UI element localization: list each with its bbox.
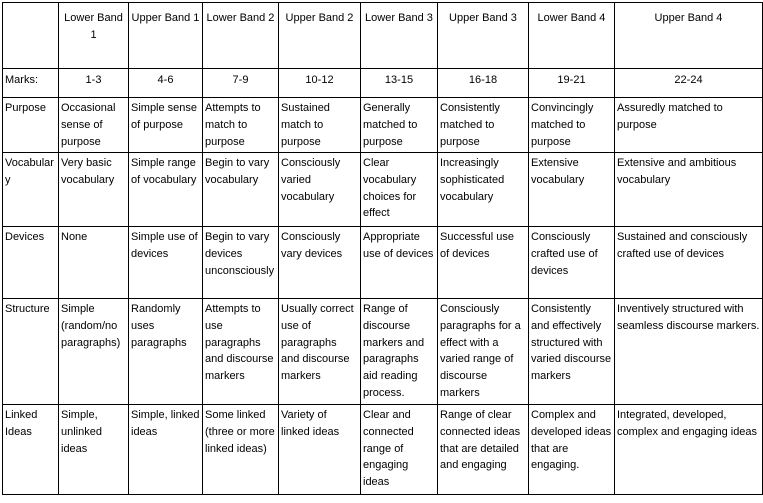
criteria-cell: Integrated, developed, complex and engaging ideas <box>615 405 763 495</box>
marks-value: 13-15 <box>361 69 438 98</box>
criteria-cell: Sustained and consciously crafted use of devices <box>615 227 763 299</box>
band-header-row <box>3 3 763 69</box>
marks-value: 4-6 <box>129 69 203 98</box>
band-header-lower-1: Lower Band 1 <box>59 3 129 69</box>
marking-rubric-table <box>2 2 763 495</box>
band-header-lower-4: Lower Band 4 <box>529 3 615 69</box>
criteria-cell: Randomly uses paragraphs <box>129 299 203 405</box>
band-header-lower-3: Lower Band 3 <box>361 3 438 69</box>
criteria-cell: Generally matched to purpose <box>361 98 438 153</box>
criteria-cell: Extensive and ambitious vocabulary <box>615 153 763 227</box>
criteria-cell: Consciously vary devices <box>279 227 361 299</box>
marks-value: 16-18 <box>438 69 529 98</box>
marks-value: 7-9 <box>203 69 279 98</box>
criteria-cell: Appropriate use of devices <box>361 227 438 299</box>
band-header-upper-1: Upper Band 1 <box>129 3 203 69</box>
criteria-cell: Consciously paragraphs for a effect with a varied range of discourse markers <box>438 299 529 405</box>
criteria-cell: Variety of linked ideas <box>279 405 361 495</box>
marks-value: 22-24 <box>615 69 763 98</box>
criteria-cell: Begin to vary devices unconsciously <box>203 227 279 299</box>
criteria-cell: Simple range of vocabulary <box>129 153 203 227</box>
criteria-cell: Consciously crafted use of devices <box>529 227 615 299</box>
criteria-cell: Assuredly matched to purpose <box>615 98 763 153</box>
criteria-cell: Consciously varied vocabulary <box>279 153 361 227</box>
band-header-upper-3: Upper Band 3 <box>438 3 529 69</box>
criteria-cell: Simple sense of purpose <box>129 98 203 153</box>
marks-value: 1-3 <box>59 69 129 98</box>
criteria-cell: Simple use of devices <box>129 227 203 299</box>
criteria-cell: Complex and developed ideas that are engaging. <box>529 405 615 495</box>
criteria-cell: Extensive vocabulary <box>529 153 615 227</box>
band-header-upper-2: Upper Band 2 <box>279 3 361 69</box>
criteria-cell: Some linked (three or more linked ideas) <box>203 405 279 495</box>
criteria-cell: Range of clear connected ideas that are detailed and engaging <box>438 405 529 495</box>
marks-label: Marks: <box>3 69 59 98</box>
criteria-cell: Occasional sense of purpose <box>59 98 129 153</box>
criteria-cell: Inventively structured with seamless discourse markers. <box>615 299 763 405</box>
criteria-cell: Simple, linked ideas <box>129 405 203 495</box>
band-header-lower-2: Lower Band 2 <box>203 3 279 69</box>
band-header-upper-4: Upper Band 4 <box>615 3 763 69</box>
criteria-cell: Attempts to use paragraphs and discourse markers <box>203 299 279 405</box>
criteria-row-linked-ideas <box>3 405 763 495</box>
criteria-label: Vocabulary <box>3 153 59 227</box>
criteria-cell: Usually correct use of paragraphs and discourse markers <box>279 299 361 405</box>
criteria-label: Purpose <box>3 98 59 153</box>
criteria-row-devices <box>3 227 763 299</box>
criteria-row-structure <box>3 299 763 405</box>
corner-cell <box>3 3 59 69</box>
criteria-cell: Simple (random/no paragraphs) <box>59 299 129 405</box>
marks-value: 19-21 <box>529 69 615 98</box>
criteria-cell: Begin to vary vocabulary <box>203 153 279 227</box>
criteria-cell: Very basic vocabulary <box>59 153 129 227</box>
criteria-cell: Clear vocabulary choices for effect <box>361 153 438 227</box>
criteria-cell: Successful use of devices <box>438 227 529 299</box>
criteria-label: Devices <box>3 227 59 299</box>
criteria-label: Structure <box>3 299 59 405</box>
criteria-cell: Simple, unlinked ideas <box>59 405 129 495</box>
criteria-cell: Sustained match to purpose <box>279 98 361 153</box>
criteria-row-purpose <box>3 98 763 153</box>
criteria-row-vocabulary <box>3 153 763 227</box>
criteria-cell: None <box>59 227 129 299</box>
criteria-cell: Clear and connected range of engaging ideas <box>361 405 438 495</box>
criteria-cell: Increasingly sophisticated vocabulary <box>438 153 529 227</box>
criteria-cell: Convincingly matched to purpose <box>529 98 615 153</box>
marks-value: 10-12 <box>279 69 361 98</box>
criteria-cell: Attempts to match to purpose <box>203 98 279 153</box>
criteria-label: Linked Ideas <box>3 405 59 495</box>
marks-row <box>3 69 763 98</box>
criteria-cell: Consistently and effectively structured with varied discourse markers <box>529 299 615 405</box>
criteria-cell: Consistently matched to purpose <box>438 98 529 153</box>
criteria-cell: Range of discourse markers and paragraphs aid reading process. <box>361 299 438 405</box>
